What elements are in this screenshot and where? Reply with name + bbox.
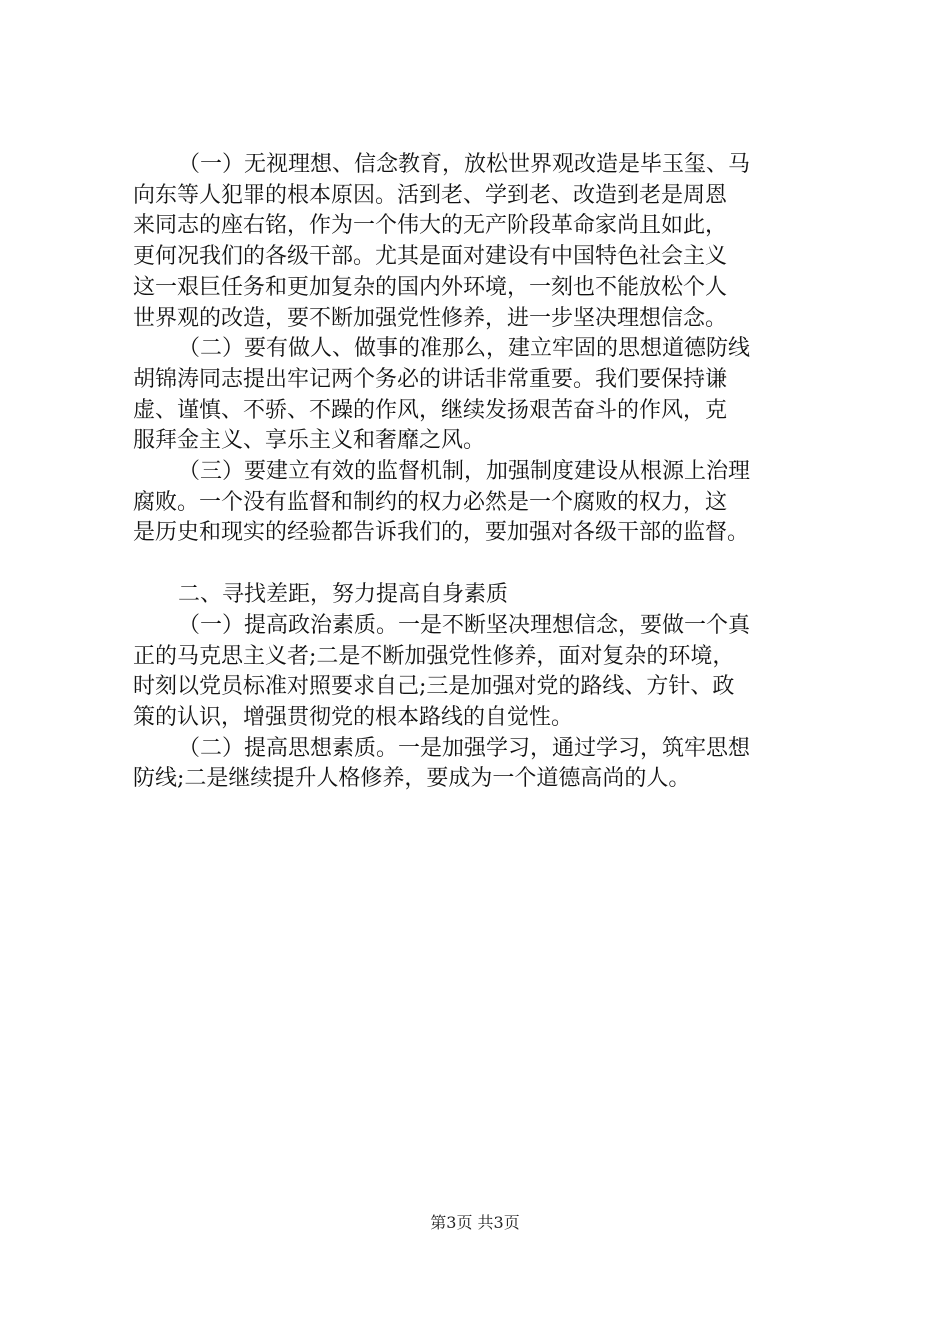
text-line: 防线;二是继续提升人格修养，要成为一个道德高尚的人。 xyxy=(133,766,691,792)
text-line: （二）要有做人、做事的准那么，建立牢固的思想道德防线 xyxy=(178,336,751,362)
text-line: 服拜金主义、享乐主义和奢靡之风。 xyxy=(133,428,486,454)
text-line: 这一艰巨任务和更加复杂的国内外环境，一刻也不能放松个人 xyxy=(133,274,728,300)
text-line: 策的认识，增强贯彻党的根本路线的自觉性。 xyxy=(133,704,574,730)
text-line: 腐败。一个没有监督和制约的权力必然是一个腐败的权力，这 xyxy=(133,489,728,515)
text-line: （二）提高思想素质。一是加强学习，通过学习，筑牢思想 xyxy=(178,735,751,761)
paragraph-5 xyxy=(133,734,848,795)
text-line: 世界观的改造，要不断加强党性修养，进一步坚决理想信念。 xyxy=(133,305,728,331)
paragraph-2 xyxy=(133,334,848,457)
paragraph-4 xyxy=(133,611,848,734)
page-number: 第3页 共3页 xyxy=(430,1213,520,1232)
paragraph-spacer xyxy=(133,549,848,580)
document-body xyxy=(133,150,848,795)
text-line: 正的马克思主义者;二是不断加强党性修养，面对复杂的环境， xyxy=(133,643,735,669)
text-line: 虚、谨慎、不骄、不躁的作风，继续发扬艰苦奋斗的作风，克 xyxy=(133,397,728,423)
text-line: （三）要建立有效的监督机制，加强制度建设从根源上治理 xyxy=(178,459,751,485)
section-heading xyxy=(133,580,848,611)
section-heading-text: 二、寻找差距，努力提高自身素质 xyxy=(178,582,509,608)
text-line: 向东等人犯罪的根本原因。活到老、学到老、改造到老是周恩 xyxy=(133,182,728,208)
text-line: 更何况我们的各级干部。尤其是面对建设有中国特色社会主义 xyxy=(133,244,728,270)
paragraph-1 xyxy=(133,150,848,334)
text-line: 是历史和现实的经验都告诉我们的，要加强对各级干部的监督。 xyxy=(133,520,750,546)
paragraph-3 xyxy=(133,457,848,549)
text-line: （一）提高政治素质。一是不断坚决理想信念，要做一个真 xyxy=(178,612,751,638)
text-line: 时刻以党员标准对照要求自己;三是加强对党的路线、方针、政 xyxy=(133,674,735,700)
text-line: 胡锦涛同志提出牢记两个务必的讲话非常重要。我们要保持谦 xyxy=(133,366,728,392)
text-line: 来同志的座右铭，作为一个伟大的无产阶段革命家尚且如此， xyxy=(133,213,728,239)
text-line: （一）无视理想、信念教育，放松世界观改造是毕玉玺、马 xyxy=(178,152,751,177)
